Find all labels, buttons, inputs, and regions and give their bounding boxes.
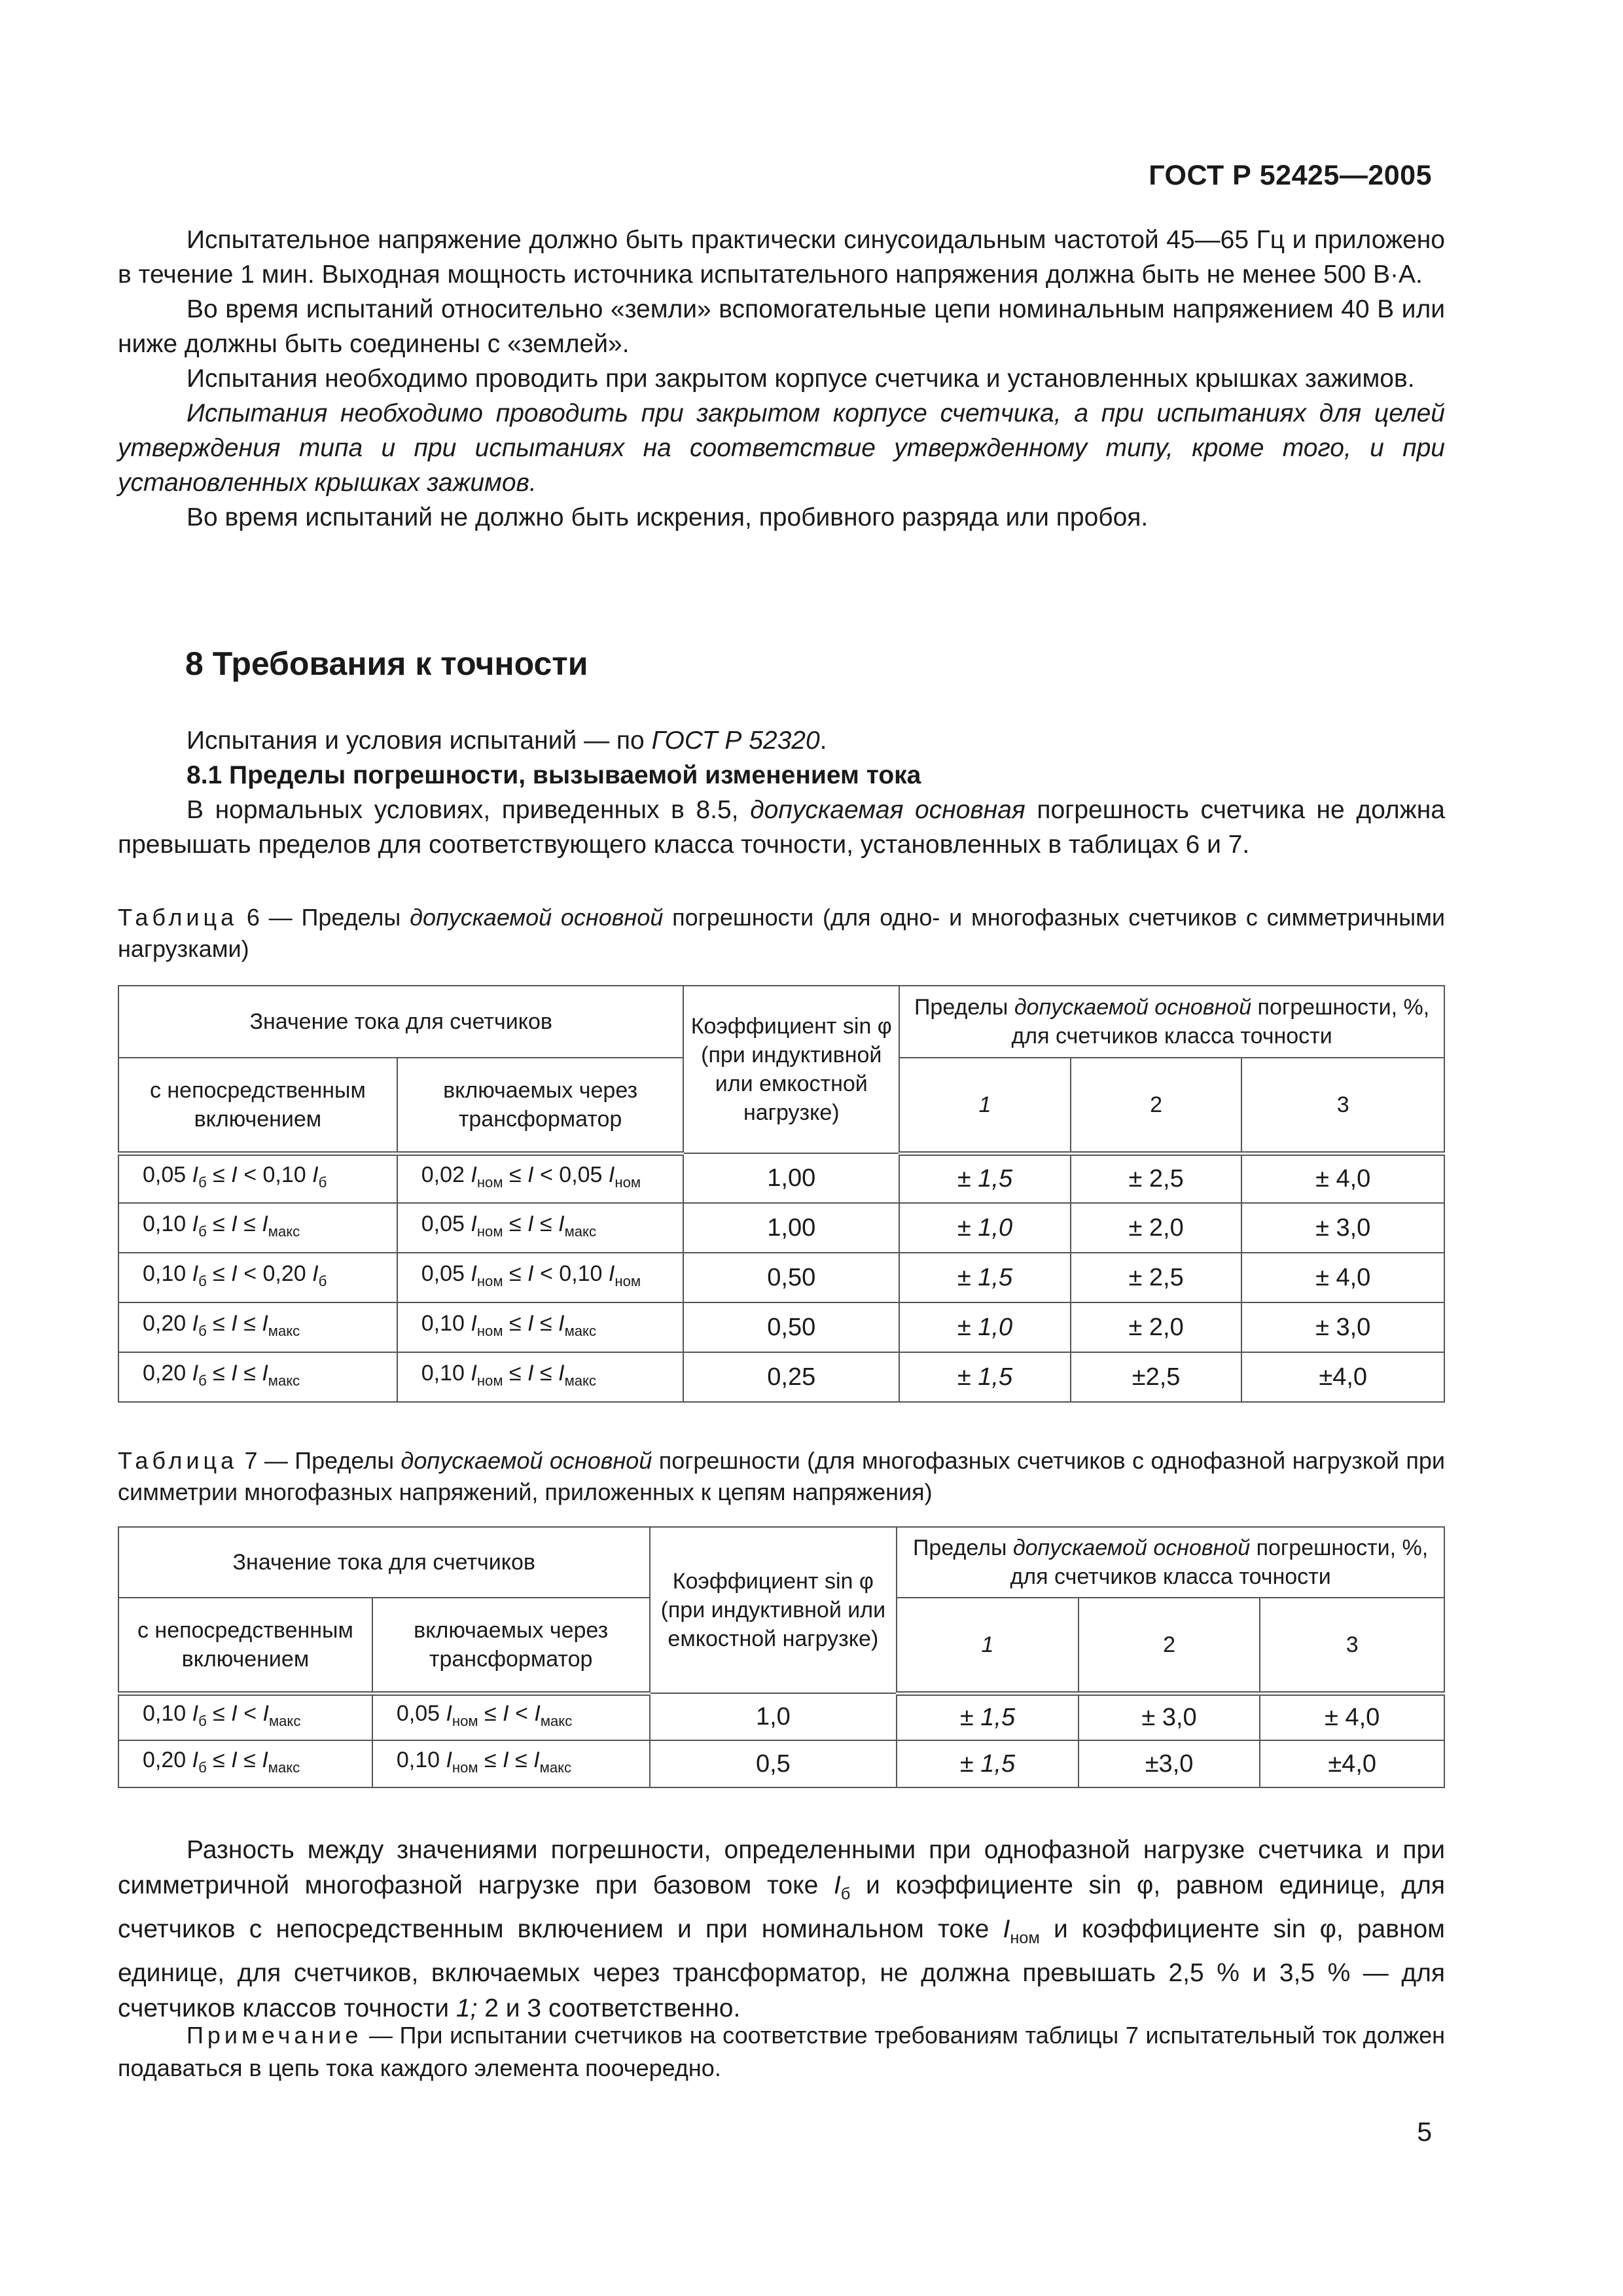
section-title: 8 Требования к точности [185,645,588,682]
cell-class-1: ± 1,5 [899,1352,1071,1402]
paragraph: Во время испытаний не должно быть искрения, пробивного разряда или пробоя. [187,503,1149,531]
cell-class-3: ±4,0 [1241,1352,1444,1402]
cell-transformer: 0,05 $I_{ном} \le I \le I_{макс}$ [397,1203,684,1253]
difference-paragraph: Разность между значениями погрешности, определенными при однофазной нагрузке счетчика и при симметричной многофазной нагрузке при базовом токе $I_б$ и коэффициенте sin φ, равном единице, для счетчиков с непосредственным включением и при номинальном токе $I_{ном}$ и коэффициенте sin φ, равном единице, для счетчиков, включаемых через трансформатор, не должна превышать 2,5 % и 3,5 % — для счетчиков классов точности 1; 2 и 3 соответственно. [118,1836,1445,2022]
head-current: Значение тока для счетчиков [118,986,683,1058]
cell-coefficient: 1,00 [683,1153,899,1203]
table-row [118,1253,1444,1302]
cell-transformer: 0,05 $I_{ном} \le I < 0,10$ $I_{ном}$ [397,1253,684,1302]
table6-caption: Таблица 6 — Пределы допускаемой основной погрешности (для одно- и многофазных счетчиков с симметричными нагрузками) [118,904,1445,962]
cell-direct: 0,20 $I_б \le I \le I_{макс}$ [118,1740,372,1787]
cell-class-1: ± 1,5 [899,1253,1071,1302]
section-intro: Испытания и условия испытаний — по ГОСТ Р 52320. [187,726,827,755]
cell-direct: 0,10 $I_б \le I < 0,20$ $I_б$ [118,1253,397,1302]
table-row [118,1302,1444,1352]
cell-coefficient: 0,25 [683,1352,899,1402]
section-paragraph: В нормальных условиях, приведенных в 8.5, допускаемая основная погрешность счетчика не должна превышать пределов для соответствующего класса точности, установленных в таблицах 6 и 7. [118,796,1445,859]
cell-transformer: 0,10 $I_{ном} \le I \le I_{макс}$ [397,1302,684,1352]
cell-coefficient: 0,50 [683,1302,899,1352]
table6 [118,985,1445,1403]
table7-caption: Таблица 7 — Пределы допускаемой основной погрешности (для многофазных счетчиков с однофазной нагрузкой при симметрии многофазных напряжений, приложенных к цепям напряжения) [118,1447,1445,1505]
cell-class-1: ± 1,5 [897,1740,1079,1787]
cell-direct: 0,10 $I_б \le I \le I_{макс}$ [118,1203,397,1253]
cell-transformer: 0,10 $I_{ном} \le I \le I_{макс}$ [397,1352,684,1402]
cell-class-1: ± 1,5 [899,1153,1071,1203]
cell-class-1: ± 1,5 [897,1693,1079,1740]
head-class-2: 2 [1071,1058,1242,1153]
cell-coefficient: 1,0 [650,1693,897,1740]
cell-class-2: ± 2,5 [1071,1253,1242,1302]
head-class-1: 1 [899,1058,1071,1153]
head-transformer: включаемых через трансформатор [397,1058,684,1153]
cell-transformer: 0,05 $I_{ном} \le I < I_{макс}$ [372,1693,650,1740]
standard-reference: ГОСТ Р 52320 [651,726,820,755]
cell-class-2: ± 2,5 [1071,1153,1242,1203]
head-coefficient: Коэффициент sin φ (при индуктивной или емкостной нагрузке) [683,986,899,1153]
paragraph: Испытательное напряжение должно быть практически синусоидальным частотой 45—65 Гц и приложено в течение 1 мин. Выходная мощность источника испытательного напряжения должна быть не менее 500 В·А. [118,226,1445,289]
table-row [118,1740,1444,1787]
section-text [118,723,1445,862]
head-direct: с непосредственным включением [118,1598,372,1693]
note-text: — При испытании счетчиков на соответствие требованиям таблицы 7 испытательный ток должен подаваться в цепь тока каждого элемента поочередно. [118,2022,1445,2081]
difference-text [118,1833,1445,2026]
table-row [118,1352,1444,1402]
head-transformer: включаемых через трансформатор [372,1598,650,1693]
cell-coefficient: 0,5 [650,1740,897,1787]
cell-class-3: ± 4,0 [1241,1253,1444,1302]
note-label: Примечание [187,2022,363,2049]
cell-transformer: 0,02 $I_{ном} \le I < 0,05$ $I_{ном}$ [397,1153,684,1203]
cell-class-1: ± 1,0 [899,1203,1071,1253]
table-row [118,1153,1444,1203]
head-coefficient: Коэффициент sin φ (при индуктивной или емкостной нагрузке) [650,1527,897,1693]
document-code: ГОСТ Р 52425—2005 [1149,160,1432,191]
head-class-2: 2 [1079,1598,1260,1693]
paragraph: Испытания необходимо проводить при закрытом корпусе счетчика и установленных крышках зажимов. [187,365,1415,393]
intro-text [118,223,1445,535]
table-row [118,1203,1444,1253]
head-class-3: 3 [1260,1598,1444,1693]
cell-direct: 0,20 $I_б \le I \le I_{макс}$ [118,1352,397,1402]
page-number: 5 [1417,2117,1432,2147]
cell-coefficient: 0,50 [683,1253,899,1302]
cell-class-3: ± 4,0 [1241,1153,1444,1203]
note [118,2019,1445,2085]
cell-transformer: 0,10 $I_{ном} \le I \le I_{макс}$ [372,1740,650,1787]
cell-class-2: ±2,5 [1071,1352,1242,1402]
cell-class-2: ± 2,0 [1071,1302,1242,1352]
head-class-1: 1 [897,1598,1079,1693]
paragraph-italic: Испытания необходимо проводить при закрытом корпусе счетчика, а при испытаниях для целей утверждения типа и при испытаниях на соответствие утвержденному типу, кроме того, и при установленных крышках зажимов. [118,399,1445,497]
cell-class-3: ± 4,0 [1260,1693,1444,1740]
cell-class-3: ±4,0 [1260,1740,1444,1787]
table-row [118,1693,1444,1740]
cell-direct: 0,10 $I_б \le I < I_{макс}$ [118,1693,372,1740]
head-direct: с непосредственным включением [118,1058,397,1153]
cell-coefficient: 1,00 [683,1203,899,1253]
cell-class-3: ± 3,0 [1241,1302,1444,1352]
subsection-title: 8.1 Пределы погрешности, вызываемой изменением тока [187,761,921,789]
cell-class-1: ± 1,0 [899,1302,1071,1352]
paragraph: Во время испытаний относительно «земли» вспомогательные цепи номинальным напряжением 40 В или ниже должны быть соединены с «землей». [118,295,1445,358]
cell-class-3: ± 3,0 [1241,1203,1444,1253]
cell-class-2: ±3,0 [1079,1740,1260,1787]
head-current: Значение тока для счетчиков [118,1527,650,1598]
cell-class-2: ± 3,0 [1079,1693,1260,1740]
cell-direct: 0,20 $I_б \le I \le I_{макс}$ [118,1302,397,1352]
head-class-3: 3 [1241,1058,1444,1153]
cell-direct: 0,05 $I_б \le I < 0,10$ $I_б$ [118,1153,397,1203]
head-limits: Пределы допускаемой основной погрешности, %, для счетчиков класса точности [899,986,1444,1058]
table7 [118,1526,1445,1788]
cell-class-2: ± 2,0 [1071,1203,1242,1253]
head-limits: Пределы допускаемой основной погрешности, %, для счетчиков класса точности [897,1527,1444,1598]
